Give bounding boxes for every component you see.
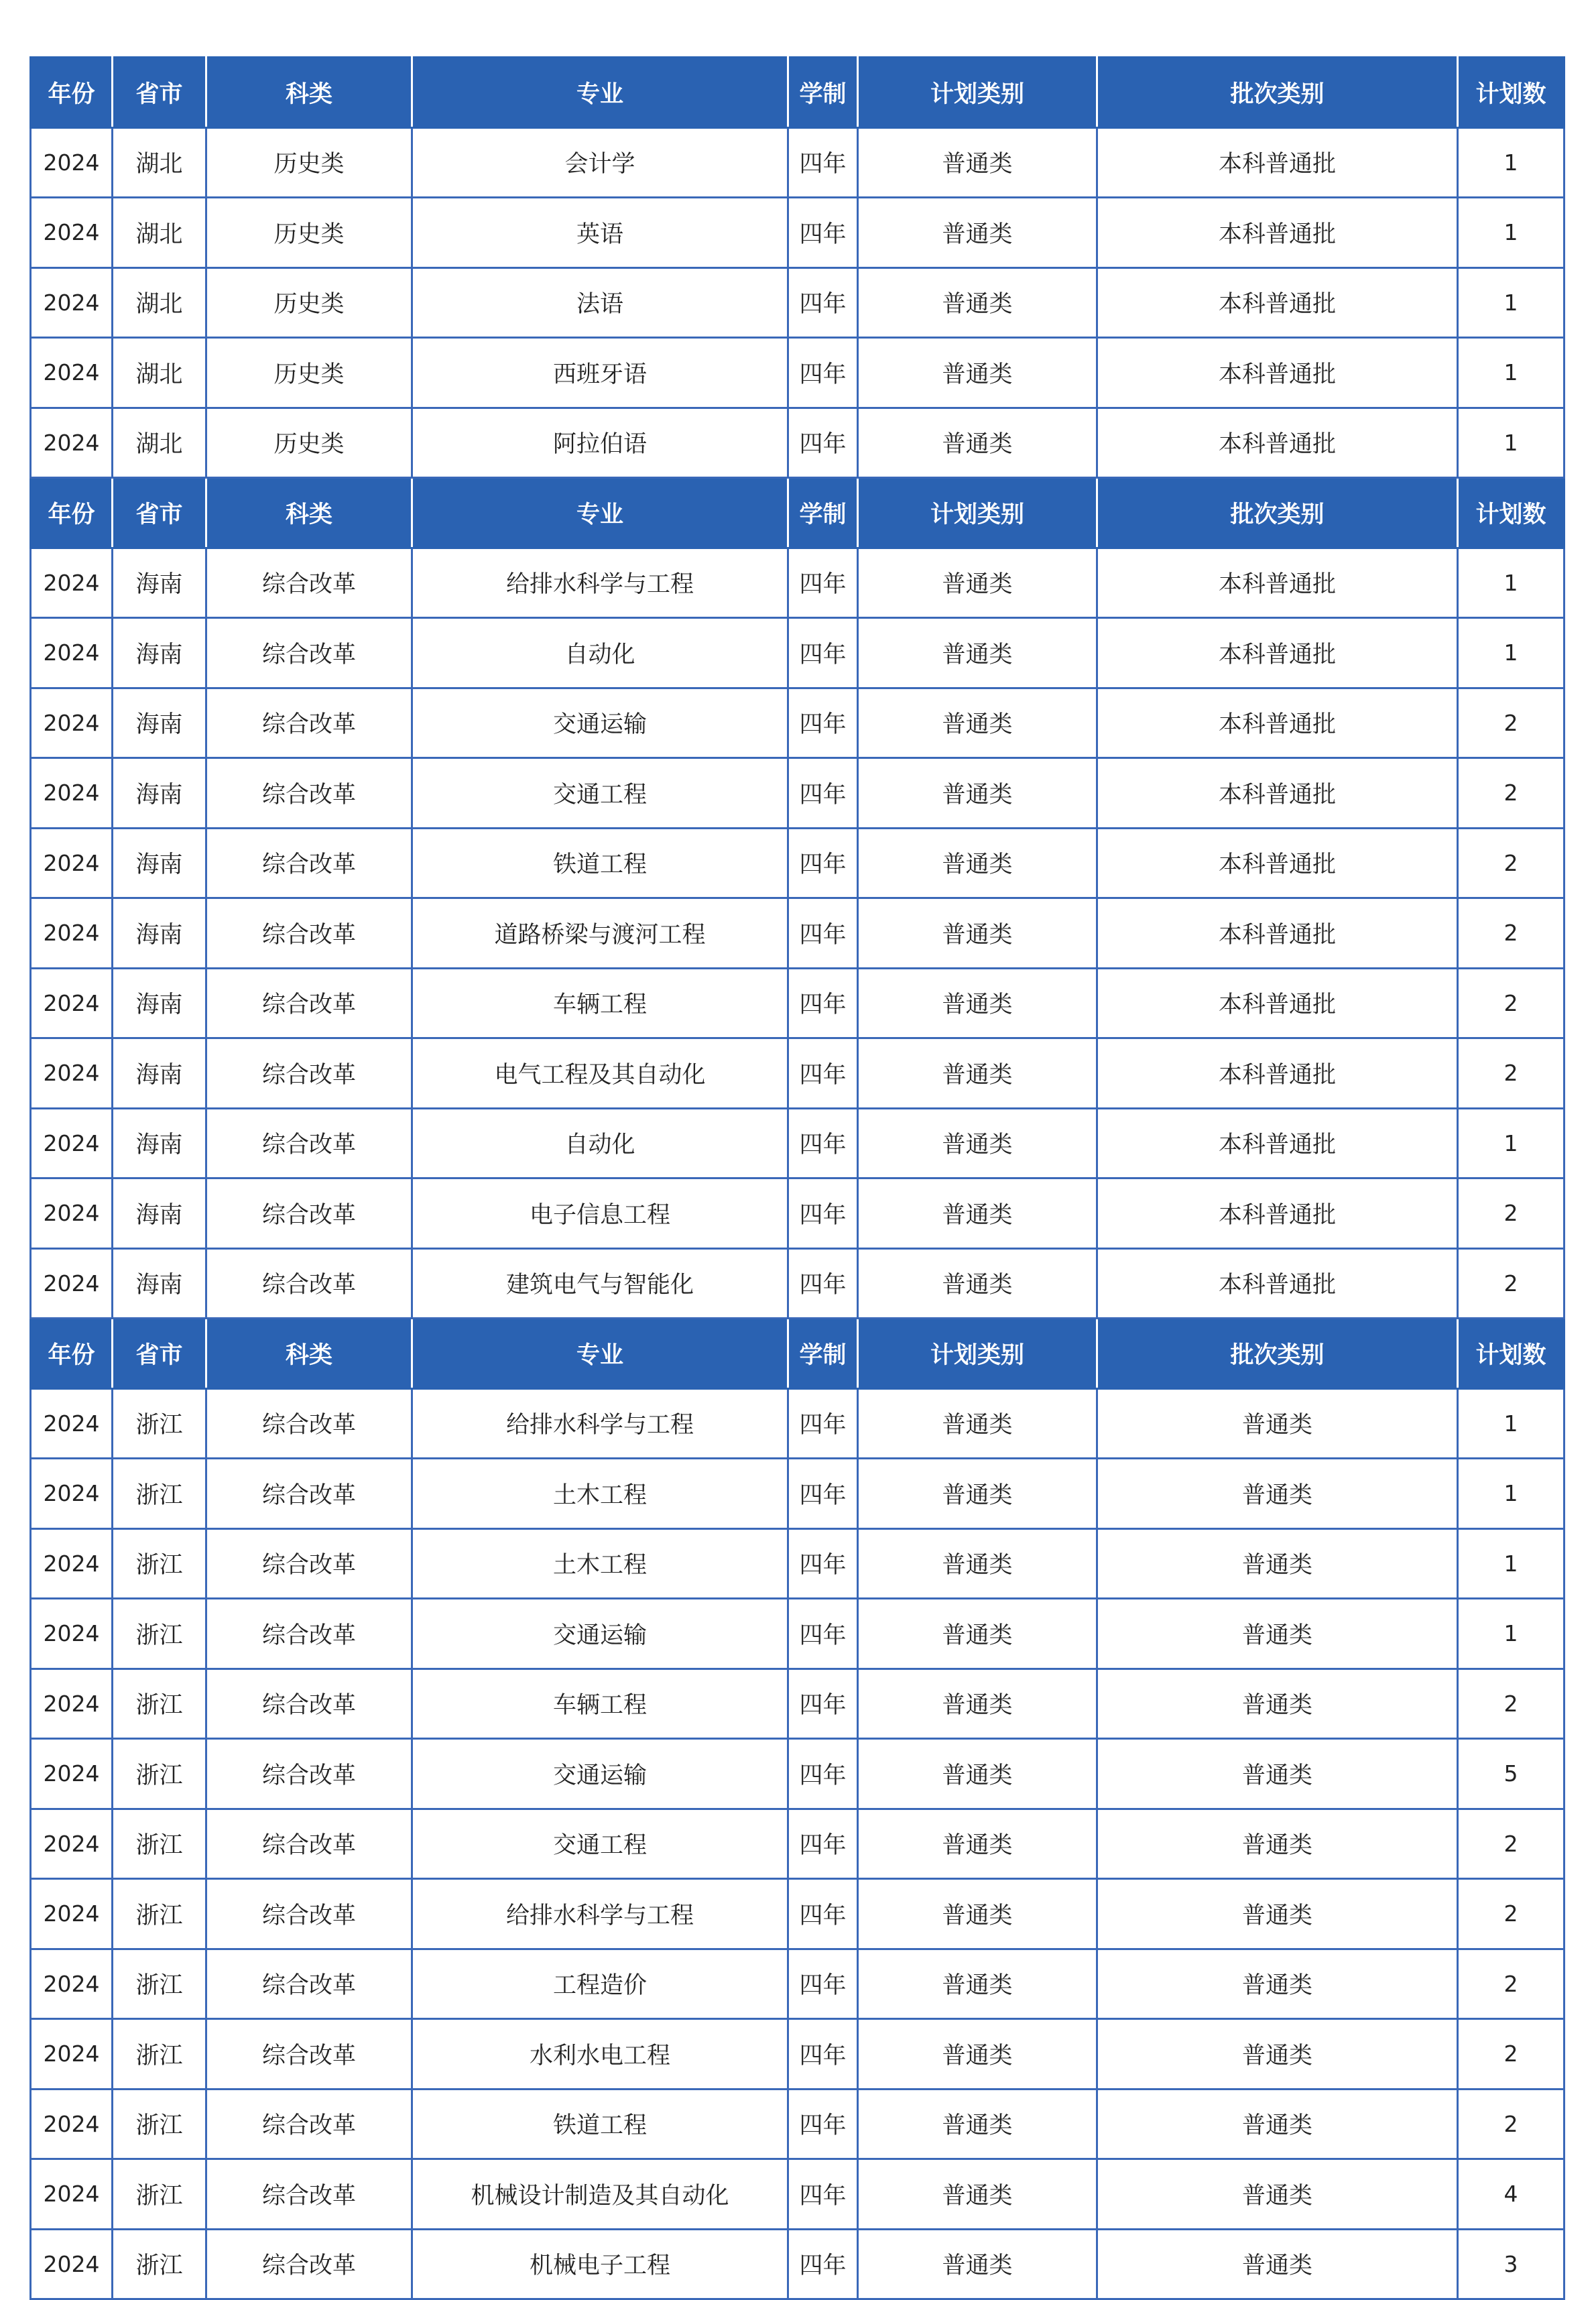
header-plan-count: 计划数 — [1458, 478, 1564, 548]
cell-plan-count: 2 — [1458, 1038, 1564, 1109]
cell-plan-type: 普通类 — [858, 1038, 1097, 1109]
cell-major: 土木工程 — [412, 1459, 788, 1529]
cell-plan-count: 2 — [1458, 1949, 1564, 2019]
cell-major: 交通运输 — [412, 1739, 788, 1809]
cell-major: 给排水科学与工程 — [412, 548, 788, 618]
cell-subject-category: 历史类 — [206, 127, 412, 198]
header-row — [31, 478, 1564, 548]
cell-plan-count: 2 — [1458, 688, 1564, 758]
cell-batch-type: 普通类 — [1097, 1459, 1458, 1529]
cell-year: 2024 — [31, 1108, 113, 1178]
cell-batch-type: 本科普通批 — [1097, 1248, 1458, 1319]
table-row — [31, 1949, 1564, 2019]
cell-year: 2024 — [31, 127, 113, 198]
cell-plan-count: 2 — [1458, 828, 1564, 898]
cell-province: 湖北 — [113, 338, 206, 408]
cell-batch-type: 普通类 — [1097, 2159, 1458, 2230]
table-row — [31, 1528, 1564, 1599]
cell-plan-count: 2 — [1458, 1879, 1564, 1949]
cell-subject-category: 综合改革 — [206, 1248, 412, 1319]
cell-duration: 四年 — [788, 1949, 858, 2019]
cell-subject-category: 综合改革 — [206, 618, 412, 688]
cell-year: 2024 — [31, 1388, 113, 1459]
cell-plan-type: 普通类 — [858, 1669, 1097, 1739]
table-row — [31, 1669, 1564, 1739]
cell-plan-type: 普通类 — [858, 1459, 1097, 1529]
cell-year: 2024 — [31, 198, 113, 268]
cell-subject-category: 综合改革 — [206, 1108, 412, 1178]
cell-subject-category: 综合改革 — [206, 1739, 412, 1809]
cell-duration: 四年 — [788, 758, 858, 829]
cell-subject-category: 综合改革 — [206, 688, 412, 758]
cell-duration: 四年 — [788, 2229, 858, 2299]
cell-province: 浙江 — [113, 1669, 206, 1739]
cell-major: 自动化 — [412, 618, 788, 688]
cell-province: 海南 — [113, 898, 206, 969]
table-row — [31, 1248, 1564, 1319]
cell-year: 2024 — [31, 1949, 113, 2019]
cell-year: 2024 — [31, 1248, 113, 1319]
cell-plan-count: 3 — [1458, 2229, 1564, 2299]
cell-batch-type: 本科普通批 — [1097, 1108, 1458, 1178]
cell-year: 2024 — [31, 1879, 113, 1949]
header-plan-count: 计划数 — [1458, 1319, 1564, 1389]
cell-plan-type: 普通类 — [858, 1178, 1097, 1249]
header-duration: 学制 — [788, 478, 858, 548]
cell-major: 交通工程 — [412, 758, 788, 829]
table-row — [31, 267, 1564, 338]
cell-duration: 四年 — [788, 828, 858, 898]
cell-plan-count: 4 — [1458, 2159, 1564, 2230]
cell-province: 浙江 — [113, 2089, 206, 2159]
table-row — [31, 898, 1564, 969]
cell-province: 海南 — [113, 688, 206, 758]
table-row — [31, 1388, 1564, 1459]
cell-year: 2024 — [31, 828, 113, 898]
cell-plan-count: 1 — [1458, 618, 1564, 688]
table-row — [31, 1108, 1564, 1178]
cell-subject-category: 综合改革 — [206, 2089, 412, 2159]
cell-duration: 四年 — [788, 2089, 858, 2159]
cell-batch-type: 普通类 — [1097, 2229, 1458, 2299]
cell-major: 西班牙语 — [412, 338, 788, 408]
cell-major: 电子信息工程 — [412, 1178, 788, 1249]
table-row — [31, 408, 1564, 478]
cell-major: 水利水电工程 — [412, 2019, 788, 2090]
cell-plan-count: 2 — [1458, 2019, 1564, 2090]
cell-duration: 四年 — [788, 1038, 858, 1109]
cell-plan-count: 1 — [1458, 1108, 1564, 1178]
cell-batch-type: 本科普通批 — [1097, 968, 1458, 1038]
cell-province: 浙江 — [113, 2229, 206, 2299]
table-row — [31, 2229, 1564, 2299]
cell-year: 2024 — [31, 1599, 113, 1669]
cell-year: 2024 — [31, 2229, 113, 2299]
cell-batch-type: 普通类 — [1097, 1669, 1458, 1739]
cell-plan-type: 普通类 — [858, 1528, 1097, 1599]
cell-year: 2024 — [31, 968, 113, 1038]
table-row — [31, 828, 1564, 898]
cell-plan-type: 普通类 — [858, 1108, 1097, 1178]
cell-province: 浙江 — [113, 1879, 206, 1949]
cell-duration: 四年 — [788, 1178, 858, 1249]
header-year: 年份 — [31, 58, 113, 128]
table-row — [31, 1879, 1564, 1949]
table-row — [31, 127, 1564, 198]
cell-subject-category: 历史类 — [206, 198, 412, 268]
cell-subject-category: 历史类 — [206, 267, 412, 338]
cell-province: 海南 — [113, 828, 206, 898]
table-row — [31, 968, 1564, 1038]
cell-province: 浙江 — [113, 1459, 206, 1529]
cell-duration: 四年 — [788, 1599, 858, 1669]
cell-province: 海南 — [113, 618, 206, 688]
cell-province: 湖北 — [113, 267, 206, 338]
cell-duration: 四年 — [788, 618, 858, 688]
cell-batch-type: 普通类 — [1097, 1809, 1458, 1879]
cell-subject-category: 综合改革 — [206, 1388, 412, 1459]
cell-batch-type: 普通类 — [1097, 2019, 1458, 2090]
cell-subject-category: 历史类 — [206, 408, 412, 478]
cell-subject-category: 综合改革 — [206, 2159, 412, 2230]
cell-subject-category: 综合改革 — [206, 1879, 412, 1949]
cell-province: 浙江 — [113, 1599, 206, 1669]
table-row — [31, 338, 1564, 408]
cell-duration: 四年 — [788, 548, 858, 618]
cell-year: 2024 — [31, 1178, 113, 1249]
cell-major: 给排水科学与工程 — [412, 1879, 788, 1949]
cell-plan-count: 1 — [1458, 408, 1564, 478]
cell-plan-type: 普通类 — [858, 758, 1097, 829]
header-row — [31, 1319, 1564, 1389]
cell-province: 海南 — [113, 1178, 206, 1249]
cell-major: 机械设计制造及其自动化 — [412, 2159, 788, 2230]
cell-province: 浙江 — [113, 1809, 206, 1879]
cell-plan-count: 5 — [1458, 1739, 1564, 1809]
cell-duration: 四年 — [788, 898, 858, 969]
table-row — [31, 1178, 1564, 1249]
cell-duration: 四年 — [788, 198, 858, 268]
cell-year: 2024 — [31, 688, 113, 758]
cell-plan-count: 2 — [1458, 1248, 1564, 1319]
cell-subject-category: 综合改革 — [206, 548, 412, 618]
cell-batch-type: 普通类 — [1097, 2089, 1458, 2159]
cell-year: 2024 — [31, 618, 113, 688]
cell-major: 土木工程 — [412, 1528, 788, 1599]
cell-plan-type: 普通类 — [858, 2229, 1097, 2299]
cell-plan-type: 普通类 — [858, 898, 1097, 969]
cell-plan-type: 普通类 — [858, 267, 1097, 338]
cell-major: 电气工程及其自动化 — [412, 1038, 788, 1109]
cell-batch-type: 普通类 — [1097, 1739, 1458, 1809]
cell-plan-type: 普通类 — [858, 1879, 1097, 1949]
cell-batch-type: 普通类 — [1097, 1879, 1458, 1949]
table-row — [31, 1038, 1564, 1109]
cell-subject-category: 综合改革 — [206, 968, 412, 1038]
cell-plan-count: 1 — [1458, 267, 1564, 338]
cell-province: 海南 — [113, 968, 206, 1038]
header-year: 年份 — [31, 478, 113, 548]
header-duration: 学制 — [788, 58, 858, 128]
cell-province: 浙江 — [113, 1949, 206, 2019]
cell-plan-type: 普通类 — [858, 198, 1097, 268]
cell-year: 2024 — [31, 408, 113, 478]
header-major: 专业 — [412, 58, 788, 128]
header-major: 专业 — [412, 1319, 788, 1389]
cell-major: 会计学 — [412, 127, 788, 198]
table-row — [31, 1459, 1564, 1529]
cell-plan-type: 普通类 — [858, 1248, 1097, 1319]
cell-batch-type: 本科普通批 — [1097, 1178, 1458, 1249]
cell-year: 2024 — [31, 2159, 113, 2230]
header-year: 年份 — [31, 1319, 113, 1389]
cell-subject-category: 综合改革 — [206, 1809, 412, 1879]
cell-major: 英语 — [412, 198, 788, 268]
header-plan-count: 计划数 — [1458, 58, 1564, 128]
cell-duration: 四年 — [788, 127, 858, 198]
cell-plan-type: 普通类 — [858, 828, 1097, 898]
cell-year: 2024 — [31, 1038, 113, 1109]
cell-duration: 四年 — [788, 338, 858, 408]
cell-subject-category: 综合改革 — [206, 1038, 412, 1109]
cell-batch-type: 本科普通批 — [1097, 1038, 1458, 1109]
cell-plan-count: 1 — [1458, 198, 1564, 268]
cell-duration: 四年 — [788, 408, 858, 478]
cell-duration: 四年 — [788, 688, 858, 758]
cell-plan-count: 1 — [1458, 1459, 1564, 1529]
cell-duration: 四年 — [788, 1388, 858, 1459]
header-subject-category: 科类 — [206, 58, 412, 128]
cell-year: 2024 — [31, 758, 113, 829]
cell-duration: 四年 — [788, 1669, 858, 1739]
cell-batch-type: 本科普通批 — [1097, 898, 1458, 969]
cell-duration: 四年 — [788, 1459, 858, 1529]
cell-year: 2024 — [31, 548, 113, 618]
cell-major: 自动化 — [412, 1108, 788, 1178]
cell-subject-category: 综合改革 — [206, 1459, 412, 1529]
cell-plan-type: 普通类 — [858, 688, 1097, 758]
header-province: 省市 — [113, 1319, 206, 1389]
header-subject-category: 科类 — [206, 478, 412, 548]
cell-plan-type: 普通类 — [858, 1739, 1097, 1809]
cell-year: 2024 — [31, 338, 113, 408]
table-body — [31, 58, 1564, 2299]
cell-subject-category: 综合改革 — [206, 1949, 412, 2019]
table-row — [31, 2159, 1564, 2230]
cell-major: 建筑电气与智能化 — [412, 1248, 788, 1319]
cell-plan-count: 2 — [1458, 968, 1564, 1038]
cell-plan-type: 普通类 — [858, 2159, 1097, 2230]
cell-plan-count: 1 — [1458, 1388, 1564, 1459]
cell-batch-type: 普通类 — [1097, 1949, 1458, 2019]
cell-batch-type: 本科普通批 — [1097, 618, 1458, 688]
cell-plan-type: 普通类 — [858, 618, 1097, 688]
cell-plan-type: 普通类 — [858, 2089, 1097, 2159]
cell-province: 海南 — [113, 758, 206, 829]
cell-plan-count: 2 — [1458, 1669, 1564, 1739]
table-row — [31, 548, 1564, 618]
cell-plan-type: 普通类 — [858, 1599, 1097, 1669]
cell-province: 湖北 — [113, 127, 206, 198]
cell-year: 2024 — [31, 1739, 113, 1809]
cell-duration: 四年 — [788, 1879, 858, 1949]
header-batch-type: 批次类别 — [1097, 478, 1458, 548]
cell-province: 海南 — [113, 1038, 206, 1109]
header-batch-type: 批次类别 — [1097, 1319, 1458, 1389]
cell-province: 海南 — [113, 1108, 206, 1178]
header-major: 专业 — [412, 478, 788, 548]
table-row — [31, 688, 1564, 758]
cell-year: 2024 — [31, 1669, 113, 1739]
cell-batch-type: 普通类 — [1097, 1528, 1458, 1599]
table-row — [31, 198, 1564, 268]
cell-year: 2024 — [31, 1809, 113, 1879]
header-plan-type: 计划类别 — [858, 478, 1097, 548]
cell-province: 海南 — [113, 548, 206, 618]
cell-year: 2024 — [31, 2089, 113, 2159]
cell-duration: 四年 — [788, 2019, 858, 2090]
cell-major: 给排水科学与工程 — [412, 1388, 788, 1459]
cell-province: 湖北 — [113, 198, 206, 268]
cell-duration: 四年 — [788, 1248, 858, 1319]
cell-province: 浙江 — [113, 1528, 206, 1599]
table-row — [31, 1599, 1564, 1669]
cell-subject-category: 综合改革 — [206, 2229, 412, 2299]
header-plan-type: 计划类别 — [858, 1319, 1097, 1389]
cell-year: 2024 — [31, 1528, 113, 1599]
cell-year: 2024 — [31, 1459, 113, 1529]
table-row — [31, 618, 1564, 688]
cell-plan-count: 1 — [1458, 127, 1564, 198]
cell-province: 浙江 — [113, 2159, 206, 2230]
table-row — [31, 2089, 1564, 2159]
cell-batch-type: 普通类 — [1097, 1388, 1458, 1459]
cell-plan-count: 2 — [1458, 2089, 1564, 2159]
cell-subject-category: 历史类 — [206, 338, 412, 408]
cell-batch-type: 本科普通批 — [1097, 828, 1458, 898]
cell-province: 海南 — [113, 1248, 206, 1319]
header-subject-category: 科类 — [206, 1319, 412, 1389]
header-province: 省市 — [113, 478, 206, 548]
cell-plan-count: 2 — [1458, 1178, 1564, 1249]
cell-subject-category: 综合改革 — [206, 2019, 412, 2090]
cell-subject-category: 综合改革 — [206, 1599, 412, 1669]
cell-province: 浙江 — [113, 2019, 206, 2090]
cell-plan-count: 1 — [1458, 1599, 1564, 1669]
cell-batch-type: 本科普通批 — [1097, 758, 1458, 829]
cell-subject-category: 综合改革 — [206, 758, 412, 829]
cell-major: 车辆工程 — [412, 1669, 788, 1739]
cell-batch-type: 本科普通批 — [1097, 198, 1458, 268]
cell-major: 铁道工程 — [412, 2089, 788, 2159]
cell-subject-category: 综合改革 — [206, 1669, 412, 1739]
table-row — [31, 2019, 1564, 2090]
cell-subject-category: 综合改革 — [206, 828, 412, 898]
cell-plan-type: 普通类 — [858, 338, 1097, 408]
header-row — [31, 58, 1564, 128]
cell-batch-type: 本科普通批 — [1097, 548, 1458, 618]
cell-major: 交通工程 — [412, 1809, 788, 1879]
cell-major: 机械电子工程 — [412, 2229, 788, 2299]
cell-major: 阿拉伯语 — [412, 408, 788, 478]
cell-duration: 四年 — [788, 968, 858, 1038]
cell-major: 道路桥梁与渡河工程 — [412, 898, 788, 969]
table-row — [31, 1809, 1564, 1879]
cell-batch-type: 本科普通批 — [1097, 267, 1458, 338]
cell-batch-type: 本科普通批 — [1097, 688, 1458, 758]
cell-major: 铁道工程 — [412, 828, 788, 898]
cell-batch-type: 本科普通批 — [1097, 127, 1458, 198]
cell-plan-type: 普通类 — [858, 1388, 1097, 1459]
cell-year: 2024 — [31, 898, 113, 969]
cell-plan-type: 普通类 — [858, 1949, 1097, 2019]
cell-duration: 四年 — [788, 1108, 858, 1178]
header-province: 省市 — [113, 58, 206, 128]
cell-plan-count: 2 — [1458, 898, 1564, 969]
cell-duration: 四年 — [788, 1528, 858, 1599]
header-batch-type: 批次类别 — [1097, 58, 1458, 128]
header-plan-type: 计划类别 — [858, 58, 1097, 128]
cell-province: 浙江 — [113, 1388, 206, 1459]
cell-batch-type: 普通类 — [1097, 1599, 1458, 1669]
table-row — [31, 758, 1564, 829]
cell-province: 湖北 — [113, 408, 206, 478]
cell-duration: 四年 — [788, 1809, 858, 1879]
cell-plan-type: 普通类 — [858, 548, 1097, 618]
cell-subject-category: 综合改革 — [206, 898, 412, 969]
cell-plan-count: 1 — [1458, 338, 1564, 408]
cell-major: 法语 — [412, 267, 788, 338]
cell-plan-type: 普通类 — [858, 127, 1097, 198]
cell-batch-type: 本科普通批 — [1097, 408, 1458, 478]
cell-duration: 四年 — [788, 1739, 858, 1809]
header-duration: 学制 — [788, 1319, 858, 1389]
cell-batch-type: 本科普通批 — [1097, 338, 1458, 408]
cell-plan-type: 普通类 — [858, 968, 1097, 1038]
cell-duration: 四年 — [788, 267, 858, 338]
cell-plan-type: 普通类 — [858, 1809, 1097, 1879]
cell-duration: 四年 — [788, 2159, 858, 2230]
cell-plan-type: 普通类 — [858, 2019, 1097, 2090]
cell-subject-category: 综合改革 — [206, 1178, 412, 1249]
cell-major: 交通运输 — [412, 688, 788, 758]
cell-subject-category: 综合改革 — [206, 1528, 412, 1599]
cell-plan-count: 2 — [1458, 1809, 1564, 1879]
cell-plan-count: 2 — [1458, 758, 1564, 829]
cell-major: 交通运输 — [412, 1599, 788, 1669]
cell-major: 车辆工程 — [412, 968, 788, 1038]
cell-plan-count: 1 — [1458, 1528, 1564, 1599]
enrollment-plan-table — [29, 56, 1565, 2300]
cell-plan-count: 1 — [1458, 548, 1564, 618]
cell-major: 工程造价 — [412, 1949, 788, 2019]
cell-province: 浙江 — [113, 1739, 206, 1809]
cell-plan-type: 普通类 — [858, 408, 1097, 478]
cell-year: 2024 — [31, 267, 113, 338]
cell-year: 2024 — [31, 2019, 113, 2090]
table-row — [31, 1739, 1564, 1809]
